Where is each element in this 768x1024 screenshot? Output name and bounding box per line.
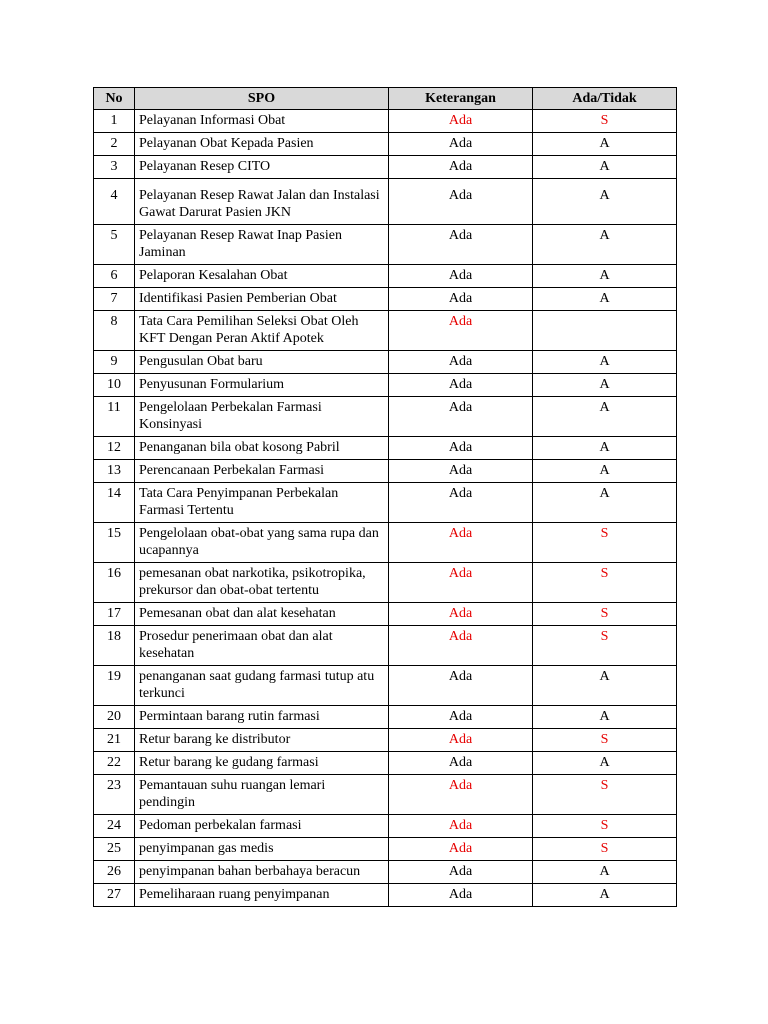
table-row xyxy=(94,437,677,460)
row-number: 14 xyxy=(94,483,135,523)
row-spo: Pengelolaan obat-obat yang sama rupa dan ucapannya xyxy=(135,523,389,563)
table-row xyxy=(94,311,677,351)
row-keterangan: Ada xyxy=(389,133,533,156)
row-spo: Tata Cara Penyimpanan Perbekalan Farmasi Tertentu xyxy=(135,483,389,523)
row-spo: Perencanaan Perbekalan Farmasi xyxy=(135,460,389,483)
header-ada-tidak: Ada/Tidak xyxy=(533,88,677,110)
row-spo: Pelayanan Resep Rawat Jalan dan Instalasi Gawat Darurat Pasien JKN xyxy=(135,179,389,225)
row-keterangan: Ada xyxy=(389,397,533,437)
row-number: 25 xyxy=(94,838,135,861)
table-row xyxy=(94,838,677,861)
row-ada-tidak: S xyxy=(533,626,677,666)
row-keterangan: Ada xyxy=(389,838,533,861)
table-row xyxy=(94,884,677,907)
row-keterangan: Ada xyxy=(389,523,533,563)
header-spo: SPO xyxy=(135,88,389,110)
row-keterangan: Ada xyxy=(389,437,533,460)
row-ada-tidak: A xyxy=(533,706,677,729)
table-row xyxy=(94,179,677,225)
row-spo: Identifikasi Pasien Pemberian Obat xyxy=(135,288,389,311)
row-keterangan: Ada xyxy=(389,374,533,397)
row-keterangan: Ada xyxy=(389,460,533,483)
header-keterangan: Keterangan xyxy=(389,88,533,110)
row-ada-tidak: A xyxy=(533,483,677,523)
table-row xyxy=(94,374,677,397)
row-number: 3 xyxy=(94,156,135,179)
table-row xyxy=(94,156,677,179)
row-number: 1 xyxy=(94,110,135,133)
row-keterangan: Ada xyxy=(389,179,533,225)
row-spo: Pelayanan Informasi Obat xyxy=(135,110,389,133)
row-ada-tidak: S xyxy=(533,838,677,861)
row-ada-tidak: S xyxy=(533,729,677,752)
row-spo: penanganan saat gudang farmasi tutup atu terkunci xyxy=(135,666,389,706)
row-number: 17 xyxy=(94,603,135,626)
row-keterangan: Ada xyxy=(389,729,533,752)
table-header xyxy=(94,88,677,110)
row-ada-tidak: S xyxy=(533,110,677,133)
table-row xyxy=(94,603,677,626)
row-number: 8 xyxy=(94,311,135,351)
row-spo: Retur barang ke gudang farmasi xyxy=(135,752,389,775)
row-spo: pemesanan obat narkotika, psikotropika, prekursor dan obat-obat tertentu xyxy=(135,563,389,603)
row-ada-tidak: A xyxy=(533,225,677,265)
row-ada-tidak: S xyxy=(533,563,677,603)
row-spo: Pelayanan Resep Rawat Inap Pasien Jaminan xyxy=(135,225,389,265)
row-ada-tidak: A xyxy=(533,666,677,706)
table-row xyxy=(94,666,677,706)
row-keterangan: Ada xyxy=(389,156,533,179)
table-row xyxy=(94,133,677,156)
row-ada-tidak: S xyxy=(533,523,677,563)
row-number: 9 xyxy=(94,351,135,374)
row-number: 16 xyxy=(94,563,135,603)
row-spo: Tata Cara Pemilihan Seleksi Obat Oleh KFT Dengan Peran Aktif Apotek xyxy=(135,311,389,351)
table-row xyxy=(94,351,677,374)
row-spo: Pedoman perbekalan farmasi xyxy=(135,815,389,838)
table-row xyxy=(94,110,677,133)
row-keterangan: Ada xyxy=(389,861,533,884)
row-number: 12 xyxy=(94,437,135,460)
row-number: 4 xyxy=(94,179,135,225)
row-spo: Prosedur penerimaan obat dan alat kesehatan xyxy=(135,626,389,666)
row-number: 11 xyxy=(94,397,135,437)
row-keterangan: Ada xyxy=(389,265,533,288)
row-ada-tidak: A xyxy=(533,179,677,225)
table-row xyxy=(94,397,677,437)
table-row xyxy=(94,861,677,884)
row-keterangan: Ada xyxy=(389,775,533,815)
row-number: 20 xyxy=(94,706,135,729)
row-ada-tidak xyxy=(533,311,677,351)
row-number: 21 xyxy=(94,729,135,752)
row-number: 7 xyxy=(94,288,135,311)
row-keterangan: Ada xyxy=(389,752,533,775)
row-ada-tidak: S xyxy=(533,815,677,838)
row-spo: penyimpanan bahan berbahaya beracun xyxy=(135,861,389,884)
row-spo: Pelayanan Obat Kepada Pasien xyxy=(135,133,389,156)
table-row xyxy=(94,626,677,666)
row-spo: Pemeliharaan ruang penyimpanan xyxy=(135,884,389,907)
row-spo: Pemantauan suhu ruangan lemari pendingin xyxy=(135,775,389,815)
row-number: 18 xyxy=(94,626,135,666)
row-ada-tidak: A xyxy=(533,861,677,884)
row-number: 10 xyxy=(94,374,135,397)
row-spo: Penanganan bila obat kosong Pabril xyxy=(135,437,389,460)
row-spo: Pelaporan Kesalahan Obat xyxy=(135,265,389,288)
table-row xyxy=(94,752,677,775)
row-ada-tidak: A xyxy=(533,265,677,288)
row-keterangan: Ada xyxy=(389,225,533,265)
row-keterangan: Ada xyxy=(389,815,533,838)
row-ada-tidak: S xyxy=(533,603,677,626)
row-number: 15 xyxy=(94,523,135,563)
row-number: 13 xyxy=(94,460,135,483)
row-number: 6 xyxy=(94,265,135,288)
row-keterangan: Ada xyxy=(389,603,533,626)
header-no: No xyxy=(94,88,135,110)
row-number: 19 xyxy=(94,666,135,706)
row-keterangan: Ada xyxy=(389,884,533,907)
row-keterangan: Ada xyxy=(389,483,533,523)
row-number: 27 xyxy=(94,884,135,907)
row-ada-tidak: A xyxy=(533,460,677,483)
row-ada-tidak: A xyxy=(533,397,677,437)
row-number: 23 xyxy=(94,775,135,815)
row-spo: Pengelolaan Perbekalan Farmasi Konsinyasi xyxy=(135,397,389,437)
table-row xyxy=(94,460,677,483)
row-keterangan: Ada xyxy=(389,351,533,374)
row-keterangan: Ada xyxy=(389,666,533,706)
row-keterangan: Ada xyxy=(389,288,533,311)
spo-table xyxy=(93,87,677,907)
row-ada-tidak: S xyxy=(533,775,677,815)
row-ada-tidak: A xyxy=(533,288,677,311)
row-number: 5 xyxy=(94,225,135,265)
header-row xyxy=(94,88,677,110)
table-row xyxy=(94,775,677,815)
row-keterangan: Ada xyxy=(389,706,533,729)
row-number: 26 xyxy=(94,861,135,884)
row-number: 2 xyxy=(94,133,135,156)
row-ada-tidak: A xyxy=(533,437,677,460)
row-number: 24 xyxy=(94,815,135,838)
table-row xyxy=(94,265,677,288)
row-keterangan: Ada xyxy=(389,563,533,603)
table-row xyxy=(94,729,677,752)
row-keterangan: Ada xyxy=(389,626,533,666)
table-row xyxy=(94,815,677,838)
table-row xyxy=(94,483,677,523)
row-spo: penyimpanan gas medis xyxy=(135,838,389,861)
table-row xyxy=(94,563,677,603)
row-spo: Penyusunan Formularium xyxy=(135,374,389,397)
row-ada-tidak: A xyxy=(533,884,677,907)
row-keterangan: Ada xyxy=(389,311,533,351)
row-ada-tidak: A xyxy=(533,752,677,775)
table-row xyxy=(94,523,677,563)
row-spo: Retur barang ke distributor xyxy=(135,729,389,752)
table-row xyxy=(94,706,677,729)
table-body xyxy=(94,110,677,907)
row-ada-tidak: A xyxy=(533,156,677,179)
row-spo: Pelayanan Resep CITO xyxy=(135,156,389,179)
table-row xyxy=(94,288,677,311)
row-keterangan: Ada xyxy=(389,110,533,133)
table-row xyxy=(94,225,677,265)
row-spo: Pengusulan Obat baru xyxy=(135,351,389,374)
row-number: 22 xyxy=(94,752,135,775)
row-spo: Permintaan barang rutin farmasi xyxy=(135,706,389,729)
row-ada-tidak: A xyxy=(533,351,677,374)
row-ada-tidak: A xyxy=(533,374,677,397)
row-spo: Pemesanan obat dan alat kesehatan xyxy=(135,603,389,626)
row-ada-tidak: A xyxy=(533,133,677,156)
